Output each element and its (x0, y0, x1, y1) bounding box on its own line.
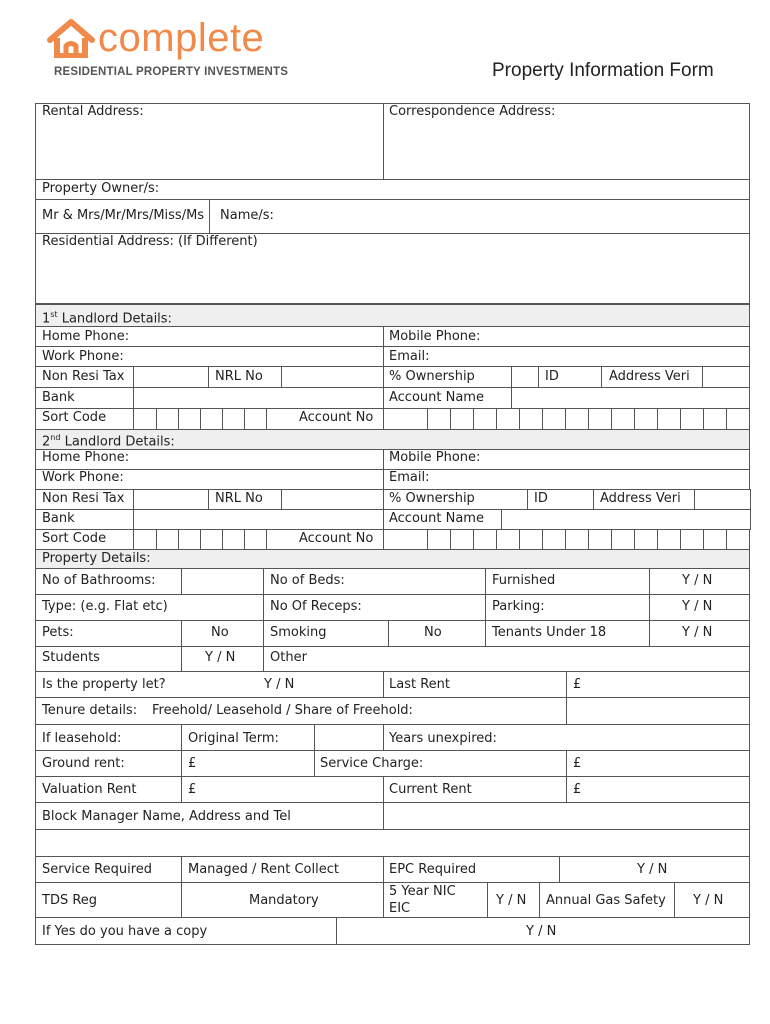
no-of-bathrooms-text: No of Bathrooms: (42, 573, 156, 588)
l1-account-no-digit[interactable] (611, 408, 635, 430)
last-rent-currency-text: £ (573, 677, 582, 692)
l1-non-resi-tax-text: Non Resi Tax (42, 369, 125, 384)
l2-account-no-digit[interactable] (726, 529, 750, 550)
company-tagline: RESIDENTIAL PROPERTY INVESTMENTS (54, 66, 289, 78)
title-options-text: Mr & Mrs/Mr/Mrs/Miss/Ms (42, 208, 205, 223)
l1-email-field[interactable] (383, 346, 750, 367)
l2-account-name-text: Account Name (389, 511, 484, 526)
l1-home-phone-text: Home Phone: (42, 329, 130, 344)
l1-account-no-digit[interactable] (703, 408, 727, 430)
l1-address-veri-text: Address Veri (609, 369, 690, 384)
l2-bank-field[interactable] (133, 509, 384, 530)
l2-account-no-digit[interactable] (427, 529, 451, 550)
tenure-field[interactable] (566, 697, 750, 725)
ground-rent-text: Ground rent: (42, 756, 125, 771)
other-text: Other (270, 650, 307, 665)
l1-account-no-digit[interactable] (634, 408, 658, 430)
bathrooms-field[interactable] (181, 568, 264, 595)
l2-sort-code-digit[interactable] (133, 529, 157, 550)
l1-nrl-no-field[interactable] (281, 366, 384, 388)
l1-sort-code-digit[interactable] (244, 408, 267, 430)
l2-account-no-digit[interactable] (611, 529, 635, 550)
l1-id-text: ID (545, 369, 559, 384)
l1-mobile-phone-text: Mobile Phone: (389, 329, 481, 344)
ground-rent-currency-text: £ (188, 756, 197, 771)
l2-sort-code-digit[interactable] (244, 529, 267, 550)
students-text: Students (42, 650, 100, 665)
rental-address-text: Rental Address: (42, 104, 144, 119)
tenants-under-18-text: Tenants Under 18 (492, 625, 607, 640)
valuation-rent-currency-text: £ (188, 782, 197, 797)
valuation-rent-text: Valuation Rent (42, 782, 137, 797)
l1-account-no-digit[interactable] (542, 408, 566, 430)
students-yn-text: Y / N (205, 650, 236, 665)
l1-nrl-no-text: NRL No (215, 369, 263, 384)
l1-sort-code-digit[interactable] (133, 408, 157, 430)
l1-account-no-digit[interactable] (680, 408, 704, 430)
l1-account-no-digit[interactable] (450, 408, 474, 430)
l2-account-no-digit[interactable] (542, 529, 566, 550)
tenure-details-text: Tenure details: (42, 703, 138, 718)
eic-text: EIC (389, 901, 411, 916)
service-charge-text: Service Charge: (320, 756, 424, 771)
residential-address-text: Residential Address: (If Different) (42, 234, 258, 249)
l2-account-no-digit[interactable] (565, 529, 589, 550)
l1-account-no-digit[interactable] (427, 408, 451, 430)
l2-account-no-digit[interactable] (703, 529, 727, 550)
l2-home-phone-text: Home Phone: (42, 450, 130, 465)
parking-text: Parking: (492, 599, 545, 614)
tenure-options-text: Freehold/ Leasehold / Share of Freehold: (152, 703, 413, 718)
l1-account-no-digit[interactable] (588, 408, 612, 430)
type-text: Type: (e.g. Flat etc) (42, 599, 168, 614)
l1-bank-field[interactable] (133, 387, 384, 409)
l1-account-no-text: Account No (299, 410, 374, 425)
l2-id-text: ID (534, 491, 548, 506)
names-text: Name/s: (220, 208, 274, 223)
landlord2-details-title (42, 430, 175, 449)
l2-account-no-digit[interactable] (680, 529, 704, 550)
current-rent-field[interactable] (566, 776, 750, 803)
l1-account-no-digit[interactable] (519, 408, 543, 430)
managed-rent-collect-text: Managed / Rent Collect (188, 862, 339, 877)
l1-email-text: Email: (389, 349, 430, 364)
l2-bank-text: Bank (42, 511, 75, 526)
l2-address-veri-text: Address Veri (600, 491, 681, 506)
is-let-yn-text: Y / N (264, 677, 295, 692)
landlord1-number: 1 (42, 311, 51, 327)
l1-account-name-text: Account Name (389, 390, 484, 405)
l2-sort-code-digit[interactable] (156, 529, 179, 550)
l2-non-resi-tax-text: Non Resi Tax (42, 491, 125, 506)
nic-yn-text: Y / N (496, 893, 527, 908)
l2-non-resi-tax-field[interactable] (133, 489, 209, 510)
epc-required-text: EPC Required (389, 862, 477, 877)
l1-non-resi-tax-field[interactable] (133, 366, 209, 388)
names-field[interactable] (209, 199, 750, 234)
l1-account-no-digit[interactable] (565, 408, 589, 430)
current-rent-text: Current Rent (389, 782, 472, 797)
l2-email-text: Email: (389, 470, 430, 485)
l1-account-name-field[interactable] (511, 387, 750, 409)
l1-sort-code-digit[interactable] (222, 408, 245, 430)
landlord1-label: Landlord Details: (57, 311, 172, 327)
l2-account-no-digit[interactable] (657, 529, 681, 550)
parking-yn-text: Y / N (682, 599, 713, 614)
l2-work-phone-text: Work Phone: (42, 470, 124, 485)
service-charge-field[interactable] (566, 750, 750, 777)
valuation-rent-field[interactable] (181, 776, 384, 803)
landlord1-ordinal: st (50, 310, 58, 319)
tenants-yn-text: Y / N (682, 625, 713, 640)
l1-ownership-field[interactable] (511, 366, 539, 388)
l2-account-no-digit[interactable] (496, 529, 520, 550)
l2-mobile-phone-text: Mobile Phone: (389, 450, 481, 465)
landlord2-number: 2 (42, 434, 51, 450)
l2-account-no-digit[interactable] (634, 529, 658, 550)
if-leasehold-text: If leasehold: (42, 731, 122, 746)
pets-no-text: No (211, 625, 229, 640)
last-rent-field[interactable] (566, 671, 750, 698)
property-owners-text: Property Owner/s: (42, 181, 160, 196)
furnished-text: Furnished (492, 573, 556, 588)
l1-bank-text: Bank (42, 390, 75, 405)
l2-account-no-digit[interactable] (588, 529, 612, 550)
l1-sort-code-digit[interactable] (178, 408, 201, 430)
l2-sort-code-digit[interactable] (178, 529, 201, 550)
smoking-text: Smoking (270, 625, 327, 640)
service-charge-currency-text: £ (573, 756, 582, 771)
other-field[interactable] (263, 646, 750, 672)
correspondence-address-text: Correspondence Address: (389, 104, 556, 119)
block-manager-field[interactable] (383, 802, 750, 830)
service-required-text: Service Required (42, 862, 153, 877)
block-manager-text: Block Manager Name, Address and Tel (42, 809, 291, 824)
epc-yn-text: Y / N (637, 862, 668, 877)
no-of-receps-text: No Of Receps: (270, 599, 362, 614)
l2-account-no-digit[interactable] (473, 529, 497, 550)
l2-nrl-no-text: NRL No (215, 491, 263, 506)
form-title: Property Information Form (492, 60, 714, 81)
block-manager-extra (35, 829, 750, 857)
company-name: complete (98, 16, 265, 60)
pets-text: Pets: (42, 625, 74, 640)
copy-yn-text: Y / N (526, 924, 557, 939)
original-term-text: Original Term: (188, 731, 279, 746)
l2-sort-code-text: Sort Code (42, 531, 107, 546)
years-unexpired-text: Years unexpired: (389, 731, 497, 746)
l1-sort-code-text: Sort Code (42, 410, 107, 425)
furnished-yn-text: Y / N (682, 573, 713, 588)
l2-account-no-text: Account No (299, 531, 374, 546)
landlord2-ordinal: nd (50, 433, 61, 442)
property-details-text: Property Details: (42, 551, 151, 566)
l2-account-no-digit[interactable] (450, 529, 474, 550)
last-rent-text: Last Rent (389, 677, 450, 692)
gas-yn-text: Y / N (693, 893, 724, 908)
l2-address-veri-field[interactable] (694, 489, 751, 510)
smoking-no-text: No (424, 625, 442, 640)
l1-sort-code-digit[interactable] (200, 408, 223, 430)
l2-sort-code-digit[interactable] (200, 529, 223, 550)
l2-account-name-field[interactable] (501, 509, 751, 530)
l2-ownership-text: % Ownership (389, 491, 475, 506)
l1-account-no-digit[interactable] (496, 408, 520, 430)
landlord1-details-title (42, 307, 172, 326)
l2-account-no-digit[interactable] (519, 529, 543, 550)
five-year-nic-text: 5 Year NIC (389, 884, 456, 899)
l2-nrl-no-field[interactable] (281, 489, 384, 510)
current-rent-currency-text: £ (573, 782, 582, 797)
original-term-extra (314, 724, 384, 751)
annual-gas-safety-text: Annual Gas Safety (546, 893, 666, 908)
l2-sort-code-digit[interactable] (222, 529, 245, 550)
l1-account-no-digit[interactable] (726, 408, 750, 430)
ground-rent-field[interactable] (181, 750, 315, 777)
l1-account-no-digit[interactable] (473, 408, 497, 430)
landlord2-label: Landlord Details: (60, 434, 175, 450)
l1-address-veri-field[interactable] (702, 366, 750, 388)
if-yes-copy-text: If Yes do you have a copy (42, 924, 208, 939)
mandatory-text: Mandatory (249, 893, 319, 908)
l1-account-no-digit[interactable] (657, 408, 681, 430)
l1-ownership-text: % Ownership (389, 369, 475, 384)
l1-work-phone-text: Work Phone: (42, 349, 124, 364)
no-of-beds-text: No of Beds: (270, 573, 345, 588)
is-let-text: Is the property let? (42, 677, 166, 692)
l2-email-field[interactable] (383, 469, 750, 490)
l1-sort-code-digit[interactable] (156, 408, 179, 430)
tds-reg-text: TDS Reg (42, 893, 98, 908)
